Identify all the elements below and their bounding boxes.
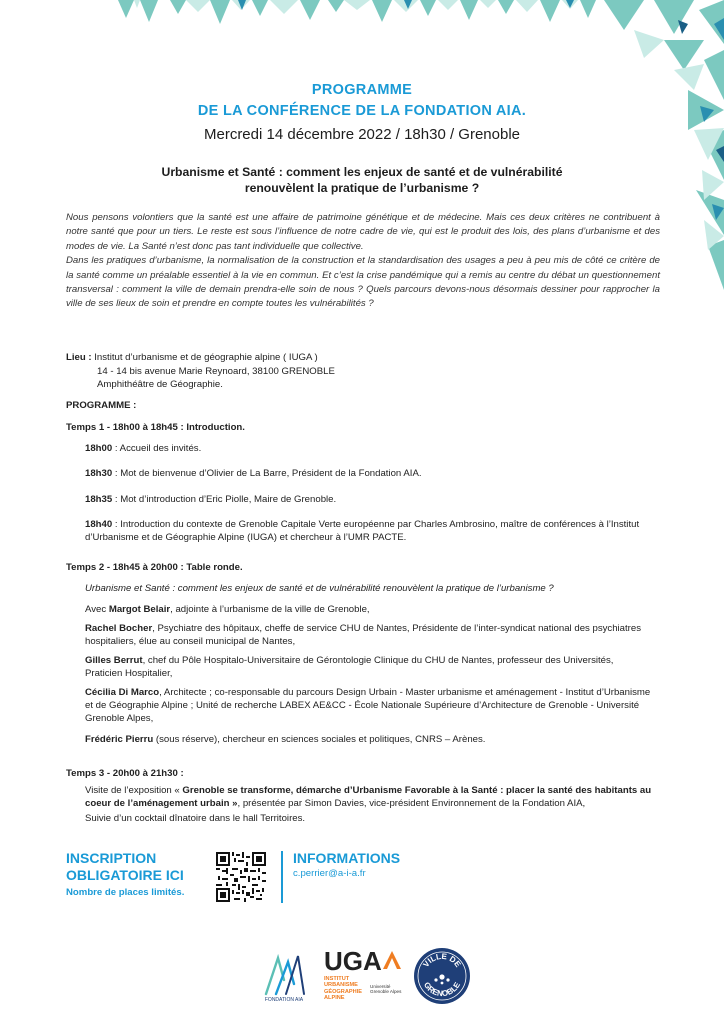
- uga-line-urbanisme: URBANISME: [324, 982, 358, 989]
- speaker-entry: [85, 733, 485, 746]
- grenoble-logo-top-text: VILLE DE: [421, 951, 463, 969]
- intro-paragraph-1: Nous pensons volontiers que la santé est une affaire de patrimoine génétique et de médecine. Mais ces deux critères ne contribuent à notre santé que pour un tiers. Le reste est sous l’influence de notre cadre de vie, qui est le produit des lois, des plans d’urbanisme et des modes de vie. La Santé n’est donc pas tant individuelle que collective.: [66, 212, 660, 252]
- programme-label: PROGRAMME :: [66, 400, 137, 411]
- fondation-aia-logo: [258, 950, 310, 1002]
- temps2-heading: Temps 2 - 18h45 à 20h00 : Table ronde.: [66, 562, 243, 573]
- agenda-item: [85, 518, 653, 544]
- speaker-name: Rachel Bocher: [85, 623, 153, 634]
- uga-letters: UGA: [324, 946, 382, 976]
- uga-university-name: Université Grenoble Alpes: [370, 984, 402, 995]
- uga-mountain-icon: [382, 950, 402, 970]
- visit-prefix: Visite de l’exposition «: [85, 785, 183, 796]
- registration-line-1: INSCRIPTION: [66, 850, 157, 866]
- agenda-text: : Mot de bienvenue d’Olivier de La Barre, Président de la Fondation AIA.: [112, 468, 422, 479]
- speaker-name: Margot Belair: [108, 604, 171, 615]
- registration-heading[interactable]: [66, 850, 184, 884]
- conference-title: DE LA CONFÉRENCE DE LA FONDATION AIA.: [197, 103, 527, 119]
- agenda-text: : Introduction du contexte de Grenoble Capitale Verte européenne par Charles Ambrosino, maître de conférences à l’Institut d’Urbanisme et de Géographie Alpine (IUGA) et chercheur à l’UMR PACTE.: [85, 519, 640, 543]
- temps1-heading: Temps 1 - 18h00 à 18h45 : Introduction.: [66, 422, 245, 433]
- speaker-name: Gilles Berrut: [85, 655, 143, 666]
- event-date-line: Mercredi 14 décembre 2022 / 18h30 / Grenoble: [203, 126, 521, 143]
- agenda-text: : Mot d’introduction d’Eric Piolle, Maire de Grenoble.: [112, 494, 337, 505]
- programme-title: PROGRAMME: [311, 82, 413, 98]
- ville-de-grenoble-logo: [413, 947, 471, 1005]
- speaker-description: , Psychiatre des hôpitaux, cheffe de service CHU de Nantes, Présidente de l’inter-syndicat national des psychiatres hospitaliers, élue au conseil municipal de Nantes,: [85, 623, 642, 647]
- speaker-description: , adjointe à l’urbanisme de la ville de Grenoble,: [170, 604, 370, 615]
- visit-suffix: , présentée par Simon Davies, vice-président Environnement de la Fondation AIA,: [237, 798, 586, 809]
- uga-line-alpine: ALPINE: [324, 995, 345, 1002]
- theme-line-1: Urbanisme et Santé : comment les enjeux de santé et de vulnérabilité: [161, 165, 563, 179]
- agenda-item: [85, 442, 201, 455]
- speaker-description: , chef du Pôle Hospitalo-Universitaire de Gérontologie Clinique du CHU de Nantes, professeur des Universités, Praticien Hospitalier,: [85, 655, 614, 679]
- exhibition-title: Grenoble se transforme, démarche d’Urbanisme Favorable à la Santé : placer la santé des habitants au coeur de l’aménagement urbain »: [85, 785, 652, 809]
- qr-code-icon[interactable]: [216, 852, 266, 902]
- venue-room: Amphithéâtre de Géographie.: [97, 379, 223, 390]
- speaker-entry: [85, 654, 653, 680]
- speaker-name: Cécilia Di Marco: [85, 687, 160, 698]
- speaker-entry: [85, 622, 653, 648]
- venue-line-1: [66, 351, 318, 364]
- intro-text: [66, 211, 660, 312]
- registration-line-2: OBLIGATOIRE ICI: [66, 867, 184, 883]
- cocktail-line: Suivie d’un cocktail dînatoire dans le hall Territoires.: [85, 813, 306, 824]
- intro-paragraph-2: Dans les pratiques d’urbanisme, la normalisation de la construction et la standardisation des usages a peu à peu mis de côté ce critère de la santé comme un préalable essentiel à la vie en commun. Et c’est la crise pandémique qui a remis au centre du débat un questionnement transversal : comment la ville de demain prendra-elle soin de nous ? Quels parcours devons-nous désormais dessiner pour rapprocher la ville de ses lieux de soin et prendre en compte toutes les vulnérabilités ?: [66, 255, 660, 310]
- speaker-name: Frédéric Pierru: [85, 734, 154, 745]
- temps3-heading: Temps 3 - 20h00 à 21h30 :: [66, 768, 184, 779]
- aia-logo-text: FONDATION AIA: [264, 997, 304, 1002]
- agenda-item: [85, 467, 422, 480]
- round-table-subtitle: Urbanisme et Santé : comment les enjeux de santé et de vulnérabilité renouvèlent la pratique de l’urbanisme ?: [85, 583, 554, 594]
- uga-line-institut: INSTITUT: [324, 976, 350, 982]
- uga-line-geographie: GÉOGRAPHIE: [324, 988, 362, 995]
- agenda-time: 18h00: [85, 443, 113, 454]
- limited-places-note: Nombre de places limités.: [66, 887, 185, 898]
- conference-theme: [90, 164, 634, 196]
- information-heading: INFORMATIONS: [293, 850, 401, 866]
- footer-divider: [281, 851, 283, 903]
- grenoble-logo-bottom-text: GRENOBLE: [421, 980, 463, 999]
- agenda-time: 18h35: [85, 494, 113, 505]
- speaker-entry: [85, 686, 653, 725]
- exhibition-visit: [85, 784, 653, 810]
- agenda-item: [85, 493, 336, 506]
- speaker-description: , Architecte ; co-responsable du parcours Design Urbain - Master urbanisme et aménagement - Institut d’Urbanisme et de Géographie Alpine ; Unité de recherche LABEX AE&CC - École Nationale Supérieure d’Architecture de Grenoble - Université Grenoble Alpes,: [85, 687, 651, 724]
- speaker-intro-word: Avec: [85, 604, 109, 615]
- contact-email-link[interactable]: c.perrier@a-i-a.fr: [293, 868, 366, 879]
- speaker-entry: [85, 603, 370, 616]
- theme-line-2: renouvèlent la pratique de l’urbanisme ?: [244, 181, 480, 195]
- agenda-time: 18h40: [85, 519, 113, 530]
- agenda-text: : Accueil des invités.: [112, 443, 202, 454]
- venue-name: Institut d’urbanisme et de géographie alpine ( IUGA ): [91, 352, 318, 363]
- venue-address: 14 - 14 bis avenue Marie Reynoard, 38100 GRENOBLE: [97, 366, 335, 377]
- speaker-description: (sous réserve), chercheur en sciences sociales et politiques, CNRS – Arènes.: [153, 734, 486, 745]
- agenda-time: 18h30: [85, 468, 113, 479]
- venue-label: Lieu :: [66, 352, 92, 363]
- uga-iuga-logo: [324, 948, 404, 1012]
